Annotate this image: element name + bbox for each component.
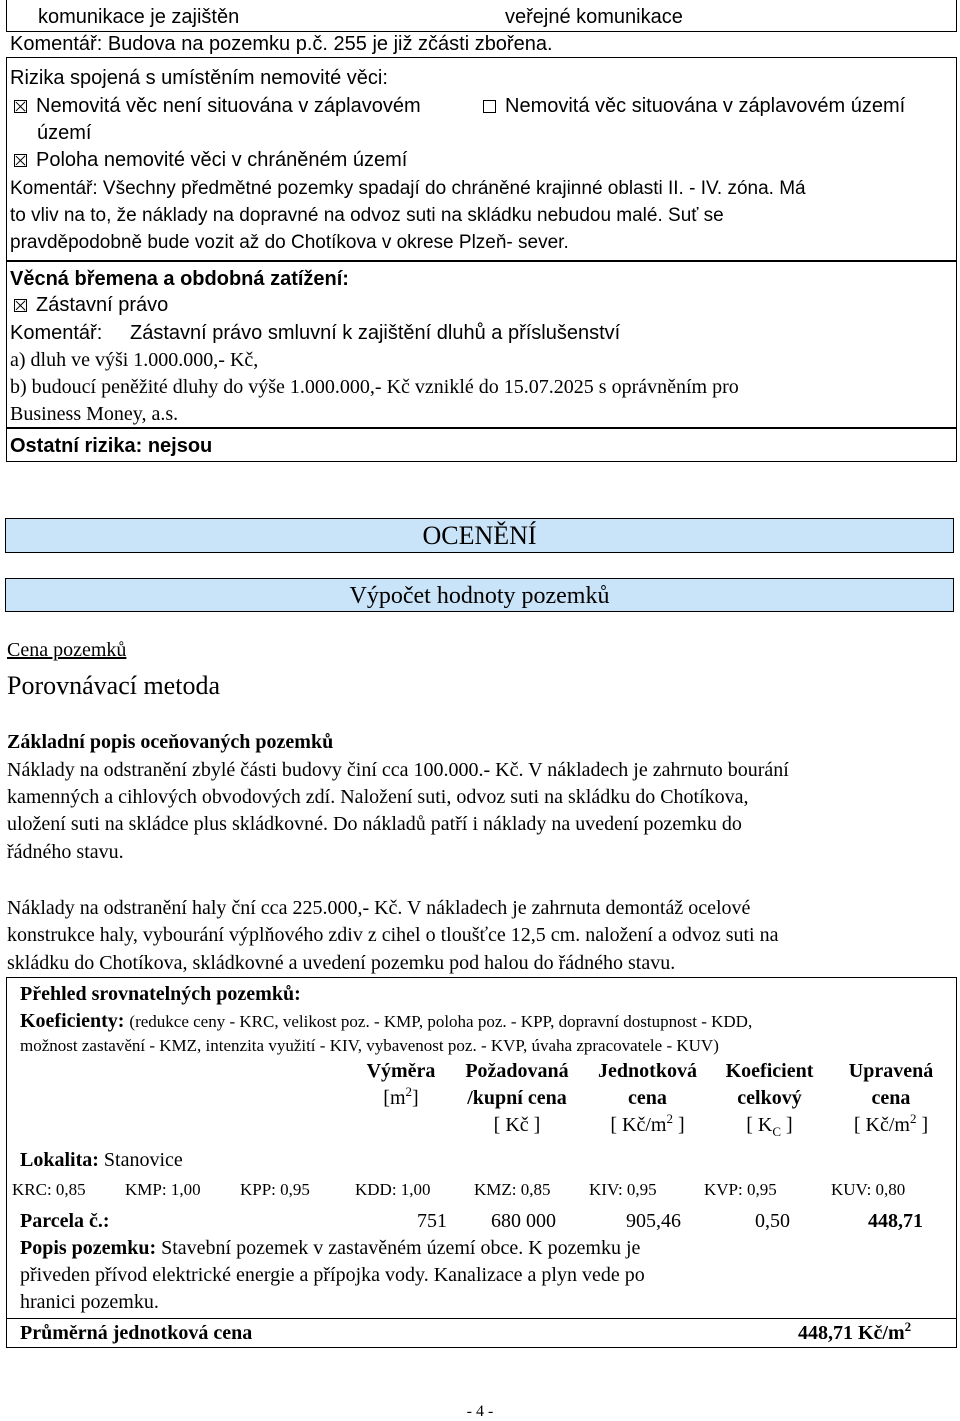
col-header-unit-price xyxy=(585,1058,710,1139)
protected-area-label: Poloha nemovité věci v chráněném území xyxy=(36,149,408,171)
coef-kuv: KUV: 0,80 xyxy=(831,1180,906,1199)
coef-krc: KRC: 0,85 xyxy=(12,1180,86,1199)
parcel-price: 680 000 xyxy=(491,1210,556,1232)
col-header-price xyxy=(451,1058,583,1139)
risks-heading: Rizika spojená s umístěním nemovité věci: xyxy=(10,67,388,89)
col-coef-l2: celkový xyxy=(737,1087,802,1109)
parcel-area: 751 xyxy=(417,1210,447,1232)
col-header-adjusted xyxy=(832,1058,950,1139)
unchecked-box-icon xyxy=(483,100,496,113)
col-area-l1: Výměra xyxy=(366,1060,436,1082)
coef-kmp: KMP: 1,00 xyxy=(125,1180,201,1199)
page-number: - 4 - xyxy=(466,1403,494,1420)
col-area-l2: $[m^2]$ xyxy=(383,1084,419,1109)
checked-box-icon xyxy=(14,154,27,167)
col-adj-l3: [ $Kč/m^2$ ] xyxy=(853,1111,929,1136)
access-option-public: veřejné komunikace xyxy=(505,6,683,28)
col-header-area xyxy=(355,1058,447,1112)
burdens-comment-text: Zástavní právo smluvní k zajištění dluhů a příslušenství xyxy=(130,322,621,344)
burdens-comment-label: Komentář: xyxy=(10,322,103,344)
coef-legend-line-1 xyxy=(20,1008,752,1035)
parcel-desc-line-3: hranici pozemku. xyxy=(20,1291,159,1313)
other-risks: Ostatní rizika: nejsou xyxy=(10,435,213,457)
parcel-coef: 0,50 xyxy=(755,1210,790,1232)
col-coef-l1: Koeficient xyxy=(725,1060,814,1082)
desc-p2-line-2: konstrukce haly, vybourání výplňového zdiv z cihel o tloušťce 12,5 cm. naložení a odvoz suti na xyxy=(7,924,779,946)
flood-option-in-zone xyxy=(483,93,905,119)
coefficients-row xyxy=(0,1180,960,1202)
lien-item xyxy=(14,292,168,318)
average-label: Průměrná jednotková cena xyxy=(20,1322,253,1344)
section-title: OCENĚNÍ xyxy=(422,521,537,550)
parcel-desc-line-2: přiveden přívod elektrické energie a přípojka vody. Kanalizace a plyn vede po xyxy=(20,1264,645,1286)
flood-option-in-zone-label: Nemovitá věc situována v záplavovém území xyxy=(505,95,906,117)
coef-kmz: KMZ: 0,85 xyxy=(474,1180,551,1199)
locality-row xyxy=(20,1147,183,1173)
burdens-heading: Věcná břemena a obdobná zatížení: xyxy=(10,268,349,290)
building-comment: Komentář: Budova na pozemku p.č. 255 je již zčásti zbořena. xyxy=(10,33,553,55)
desc-p2-line-1: Náklady na odstranění haly ční cca 225.000,- Kč. V nákladech je zahrnuta demontáž ocelové xyxy=(7,897,751,919)
parcel-label: Parcela č.: xyxy=(20,1210,110,1232)
col-price-l3: [ Kč ] xyxy=(493,1114,541,1136)
average-value xyxy=(798,1320,911,1346)
parcel-desc-line-1 xyxy=(20,1235,640,1261)
col-unit-l3: [ $Kč/m^2$ ] xyxy=(610,1111,685,1136)
coef-legend-text-1: (redukce ceny - KRC, velikost poz. - KMP, poloha poz. - KPP, dopravní dostupnost - KDD, xyxy=(129,1012,753,1031)
subsection-title: Výpočet hodnoty pozemků xyxy=(349,583,610,609)
comparison-heading: Přehled srovnatelných pozemků: xyxy=(20,983,301,1005)
checked-box-icon xyxy=(14,100,27,113)
flood-option-label: Nemovitá věc není situována v záplavovém xyxy=(36,95,421,117)
col-adj-l2: cena xyxy=(871,1087,911,1109)
access-text: komunikace je zajištěn xyxy=(38,6,240,28)
col-coef-l3: [ $K_C$ ] xyxy=(746,1114,793,1139)
col-header-coef xyxy=(712,1058,827,1139)
debt-line-a: a) dluh ve výši 1.000.000,- Kč, xyxy=(10,349,259,371)
parcel-desc-text-1: Stavební pozemek v zastavěném území obce. K pozemku je xyxy=(161,1237,641,1259)
col-price-l1: Požadovaná xyxy=(465,1060,569,1082)
parcel-adjusted-price: 448,71 xyxy=(868,1210,923,1232)
flood-option-label-cont: území xyxy=(37,122,92,144)
desc-p1-line-3: uložení suti na skládce plus skládkovné. Do nákladů patří i náklady na uvedení pozemku do xyxy=(7,813,742,835)
flood-option-not-in-zone xyxy=(14,93,421,119)
desc-p1-line-4: řádného stavu. xyxy=(7,841,124,863)
risks-comment-line-1: Komentář: Všechny předmětné pozemky spadají do chráněné krajinné oblasti II. - IV. zóna. Má xyxy=(10,178,806,199)
coef-legend-line-2: možnost zastavění - KMZ, intenzita využití - KIV, vybavenost poz. - KVP, úvaha zpracovatele - KUV) xyxy=(20,1036,719,1055)
coef-kiv: KIV: 0,95 xyxy=(589,1180,657,1199)
coef-kdd: KDD: 1,00 xyxy=(355,1180,431,1199)
checked-box-icon xyxy=(14,299,27,312)
coef-label: Koeficienty: xyxy=(20,1010,125,1032)
coef-kpp: KPP: 0,95 xyxy=(240,1180,310,1199)
col-adj-l1: Upravená xyxy=(848,1060,934,1082)
col-price-l2: /kupní cena xyxy=(467,1087,567,1109)
coef-kvp: KVP: 0,95 xyxy=(704,1180,777,1199)
risks-comment-line-2: to vliv na to, že náklady na dopravné na odvoz suti na skládku nebudou malé. Suť se xyxy=(10,205,724,226)
debt-line-c: Business Money, a.s. xyxy=(10,403,179,425)
debt-line-b: b) budoucí peněžité dluhy do výše 1.000.000,- Kč vzniklé do 15.07.2025 s oprávněním pro xyxy=(10,376,739,398)
desc-p1-line-1: Náklady na odstranění zbylé části budovy činí cca 100.000.- Kč. V nákladech je zahrnuto bourání xyxy=(7,759,789,781)
col-unit-l1: Jednotková xyxy=(598,1060,697,1082)
price-label: Cena pozemků xyxy=(7,639,127,661)
average-value-exp: 2 xyxy=(904,1319,912,1334)
parcel-desc-label: Popis pozemku: xyxy=(20,1237,157,1259)
average-value-text: 448,71 Kč/m xyxy=(798,1322,905,1344)
parcel-unit-price: 905,46 xyxy=(626,1210,681,1232)
locality-label: Lokalita: xyxy=(20,1149,99,1171)
description-heading: Základní popis oceňovaných pozemků xyxy=(7,731,334,753)
desc-p1-line-2: kamenných a cihlových obvodových zdí. Naložení suti, odvoz suti na skládku do Chotíkova, xyxy=(7,786,749,808)
risks-comment-line-3: pravděpodobně bude vozit až do Chotíkova v okrese Plzeň- sever. xyxy=(10,232,569,253)
locality-value: Stanovice xyxy=(103,1149,183,1171)
protected-area-option xyxy=(14,147,407,173)
valuation-method: Porovnávací metoda xyxy=(7,671,220,700)
lien-label: Zástavní právo xyxy=(36,294,169,316)
col-unit-l2: cena xyxy=(628,1087,667,1109)
desc-p2-line-3: skládku do Chotíkova, skládkovné a uvedení pozemku pod halou do řádného stavu. xyxy=(7,952,676,974)
